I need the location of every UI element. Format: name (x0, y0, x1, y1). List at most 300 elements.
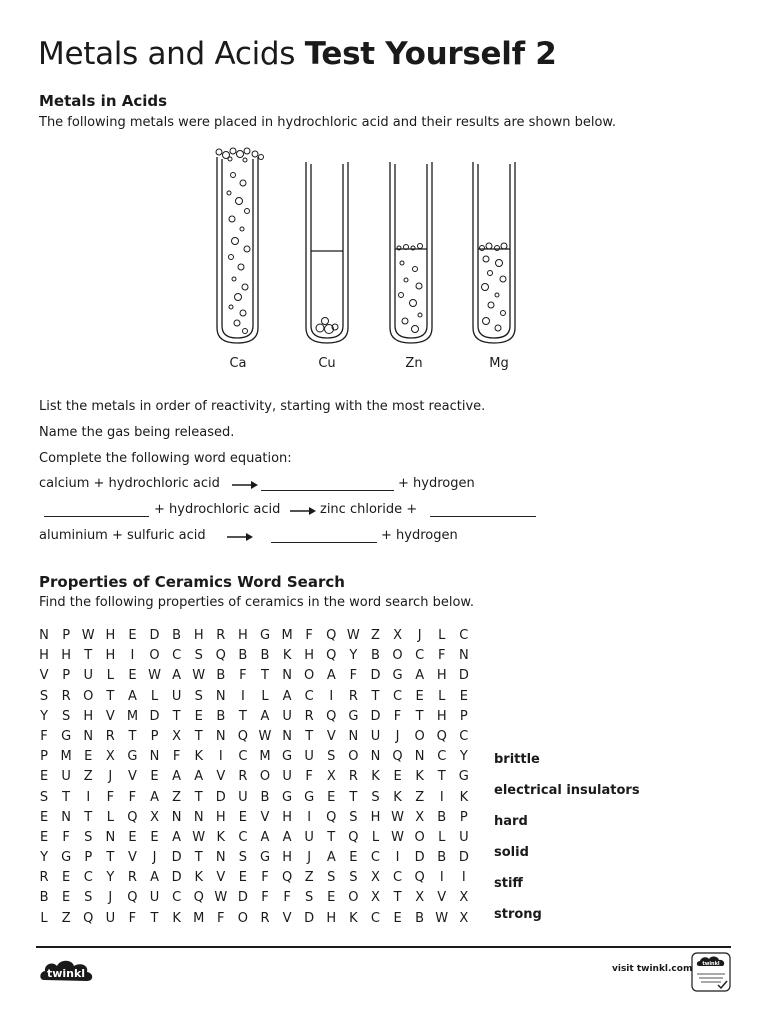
grid-letter[interactable]: V (127, 769, 137, 785)
grid-letter[interactable]: I (395, 850, 400, 866)
grid-letter[interactable]: S (84, 829, 93, 845)
grid-letter[interactable]: U (304, 829, 314, 845)
grid-letter[interactable]: T (349, 789, 358, 805)
grid-letter[interactable]: M (193, 910, 205, 926)
grid-letter[interactable]: S (349, 809, 358, 825)
grid-letter[interactable]: C (459, 728, 469, 744)
grid-letter[interactable]: I (218, 749, 223, 765)
grid-letter[interactable]: K (415, 769, 424, 785)
grid-letter[interactable]: S (194, 648, 203, 664)
grid-letter[interactable]: I (240, 688, 245, 704)
grid-letter[interactable]: Q (237, 728, 248, 744)
grid-letter[interactable]: U (370, 728, 381, 744)
grid-letter[interactable]: M (259, 749, 271, 765)
grid-letter[interactable]: P (459, 809, 468, 825)
grid-letter[interactable]: I (130, 648, 135, 664)
grid-letter[interactable]: T (84, 648, 93, 664)
grid-letter[interactable]: J (108, 769, 113, 785)
grid-letter[interactable]: R (61, 688, 71, 704)
grid-letter[interactable]: A (172, 829, 182, 845)
grid-letter[interactable]: W (214, 890, 228, 906)
grid-letter[interactable]: Q (326, 628, 337, 643)
grid-letter[interactable]: D (458, 668, 469, 684)
grid-letter[interactable]: O (414, 829, 425, 845)
grid-letter[interactable]: L (371, 829, 380, 845)
grid-letter[interactable]: U (459, 829, 469, 845)
grid-letter[interactable]: Y (40, 708, 49, 724)
grid-letter[interactable]: Q (83, 910, 94, 926)
grid-letter[interactable]: K (371, 769, 380, 785)
grid-letter[interactable]: Q (326, 708, 337, 724)
grid-letter[interactable]: X (459, 890, 469, 906)
grid-letter[interactable]: Y (459, 749, 468, 765)
grid-letter[interactable]: S (62, 708, 71, 724)
grid-letter[interactable]: P (62, 628, 71, 643)
grid-letter[interactable]: O (83, 688, 94, 704)
grid-letter[interactable]: O (414, 728, 425, 744)
grid-letter[interactable]: F (261, 890, 269, 906)
grid-letter[interactable]: N (348, 728, 359, 744)
grid-letter[interactable]: F (283, 890, 291, 906)
grid-letter[interactable]: A (260, 708, 270, 724)
grid-letter[interactable]: S (327, 749, 336, 765)
grid-letter[interactable]: M (281, 628, 293, 643)
grid-letter[interactable]: F (62, 829, 70, 845)
grid-letter[interactable]: E (150, 829, 159, 845)
eq2-answer-blank-metal[interactable] (44, 516, 149, 517)
grid-letter[interactable]: H (436, 668, 447, 684)
grid-letter[interactable]: Q (348, 829, 359, 845)
grid-letter[interactable]: V (105, 708, 115, 724)
grid-letter[interactable]: T (327, 829, 336, 845)
grid-letter[interactable]: D (149, 708, 160, 724)
grid-letter[interactable]: B (260, 789, 270, 805)
grid-letter[interactable]: R (127, 870, 137, 886)
grid-letter[interactable]: X (105, 749, 115, 765)
grid-letter[interactable]: H (304, 648, 315, 664)
grid-letter[interactable]: Q (414, 870, 425, 886)
grid-letter[interactable]: C (83, 870, 93, 886)
grid-letter[interactable]: S (238, 850, 248, 866)
grid-letter[interactable]: Z (61, 910, 71, 926)
grid-letter[interactable]: T (305, 728, 314, 744)
grid-letter[interactable]: L (438, 628, 446, 643)
grid-letter[interactable]: C (370, 850, 380, 866)
grid-letter[interactable]: C (172, 648, 182, 664)
grid-letter[interactable]: C (238, 749, 248, 765)
grid-letter[interactable]: K (194, 870, 203, 886)
grid-letter[interactable]: H (326, 910, 337, 926)
grid-letter[interactable]: N (215, 850, 226, 866)
grid-letter[interactable]: A (282, 829, 292, 845)
grid-letter[interactable]: S (305, 890, 314, 906)
grid-letter[interactable]: S (327, 870, 336, 886)
grid-letter[interactable]: G (304, 789, 315, 805)
grid-letter[interactable]: B (39, 890, 49, 906)
grid-letter[interactable]: L (261, 688, 269, 704)
grid-letter[interactable]: H (238, 628, 248, 643)
grid-letter[interactable]: H (215, 809, 226, 825)
eq1-answer-blank[interactable] (261, 490, 394, 491)
grid-letter[interactable]: V (39, 668, 49, 684)
grid-letter[interactable]: E (238, 809, 247, 825)
grid-letter[interactable]: T (194, 850, 203, 866)
grid-letter[interactable]: S (371, 789, 380, 805)
grid-letter[interactable]: X (393, 628, 402, 643)
grid-letter[interactable]: E (62, 890, 71, 906)
grid-letter[interactable]: R (238, 769, 248, 785)
grid-letter[interactable]: A (282, 688, 292, 704)
grid-letter[interactable]: G (392, 668, 403, 684)
grid-letter[interactable]: H (436, 708, 447, 724)
grid-letter[interactable]: G (61, 728, 72, 744)
grid-letter[interactable]: T (393, 890, 402, 906)
grid-letter[interactable]: N (215, 728, 226, 744)
grid-letter[interactable]: W (435, 910, 449, 926)
grid-letter[interactable]: Y (349, 648, 358, 664)
grid-letter[interactable]: N (83, 728, 94, 744)
grid-letter[interactable]: N (282, 728, 292, 744)
grid-letter[interactable]: H (370, 809, 381, 825)
grid-letter[interactable]: N (105, 829, 116, 845)
grid-letter[interactable]: A (127, 688, 137, 704)
grid-letter[interactable]: R (348, 688, 358, 704)
grid-letter[interactable]: D (171, 870, 182, 886)
grid-letter[interactable]: Q (436, 728, 447, 744)
grid-letter[interactable]: E (62, 870, 71, 886)
grid-letter[interactable]: B (172, 628, 182, 643)
grid-letter[interactable]: N (370, 749, 381, 765)
grid-letter[interactable]: I (329, 688, 334, 704)
grid-letter[interactable]: M (60, 749, 72, 765)
grid-letter[interactable]: C (304, 688, 314, 704)
grid-letter[interactable]: A (150, 789, 159, 805)
grid-letter[interactable]: B (437, 809, 447, 825)
grid-letter[interactable]: X (326, 769, 336, 785)
grid-letter[interactable]: H (282, 850, 292, 866)
grid-letter[interactable]: I (439, 789, 444, 805)
grid-letter[interactable]: W (192, 829, 206, 845)
grid-letter[interactable]: Z (371, 628, 380, 643)
grid-letter[interactable]: T (415, 708, 424, 724)
grid-letter[interactable]: C (370, 910, 380, 926)
grid-letter[interactable]: E (128, 668, 137, 684)
grid-letter[interactable]: E (84, 749, 93, 765)
grid-letter[interactable]: B (216, 708, 226, 724)
grid-letter[interactable]: B (216, 668, 226, 684)
grid-letter[interactable]: L (106, 668, 114, 684)
grid-letter[interactable]: S (39, 688, 49, 704)
grid-letter[interactable]: W (346, 628, 360, 643)
grid-letter[interactable]: F (40, 728, 48, 744)
grid-letter[interactable]: B (238, 648, 248, 664)
grid-letter[interactable]: A (326, 668, 336, 684)
grid-letter[interactable]: R (348, 769, 358, 785)
grid-letter[interactable]: U (105, 910, 116, 926)
grid-letter[interactable]: H (39, 648, 49, 664)
grid-letter[interactable]: O (348, 749, 359, 765)
grid-letter[interactable]: C (238, 829, 248, 845)
grid-letter[interactable]: V (437, 890, 447, 906)
grid-letter[interactable]: G (127, 749, 138, 765)
grid-letter[interactable]: K (349, 910, 358, 926)
grid-letter[interactable]: K (194, 749, 203, 765)
grid-letter[interactable]: G (282, 749, 293, 765)
grid-letter[interactable]: H (105, 628, 116, 643)
grid-letter[interactable]: V (260, 809, 270, 825)
grid-letter[interactable]: T (150, 910, 159, 926)
grid-letter[interactable]: S (349, 870, 358, 886)
grid-letter[interactable]: T (172, 708, 181, 724)
grid-letter[interactable]: X (371, 890, 380, 906)
grid-letter[interactable]: N (193, 809, 204, 825)
grid-letter[interactable]: F (393, 708, 402, 724)
grid-letter[interactable]: U (83, 668, 93, 684)
grid-letter[interactable]: V (216, 769, 226, 785)
eq2-answer-blank-gas[interactable] (430, 516, 536, 517)
grid-letter[interactable]: U (149, 890, 160, 906)
grid-letter[interactable]: L (106, 809, 114, 825)
grid-letter[interactable]: E (393, 910, 402, 926)
grid-letter[interactable]: V (326, 728, 336, 744)
grid-letter[interactable]: U (304, 749, 314, 765)
grid-letter[interactable]: T (371, 688, 380, 704)
grid-letter[interactable]: D (370, 708, 381, 724)
grid-letter[interactable]: E (39, 829, 49, 845)
grid-letter[interactable]: T (194, 728, 203, 744)
grid-letter[interactable]: J (395, 728, 400, 744)
grid-letter[interactable]: T (261, 668, 269, 684)
grid-letter[interactable]: K (393, 789, 402, 805)
grid-letter[interactable]: C (459, 628, 469, 643)
grid-letter[interactable]: G (259, 628, 271, 643)
grid-letter[interactable]: X (371, 870, 380, 886)
visit-link[interactable]: visit twinkl.com (612, 964, 693, 974)
grid-letter[interactable]: B (370, 648, 380, 664)
grid-letter[interactable]: C (393, 870, 403, 886)
grid-letter[interactable]: J (307, 850, 312, 866)
grid-letter[interactable]: X (415, 890, 425, 906)
grid-letter[interactable]: Q (215, 648, 226, 664)
grid-letter[interactable]: W (81, 628, 95, 643)
grid-letter[interactable]: W (192, 668, 206, 684)
grid-letter[interactable]: Y (40, 850, 49, 866)
grid-letter[interactable]: X (150, 809, 159, 825)
grid-letter[interactable]: F (106, 789, 115, 805)
grid-letter[interactable]: E (238, 870, 247, 886)
grid-letter[interactable]: Q (392, 749, 403, 765)
grid-letter[interactable]: E (393, 769, 402, 785)
grid-letter[interactable]: Q (281, 870, 293, 886)
grid-letter[interactable]: B (260, 648, 270, 664)
grid-letter[interactable]: V (282, 910, 292, 926)
grid-letter[interactable]: N (61, 809, 71, 825)
grid-letter[interactable]: U (171, 688, 182, 704)
grid-letter[interactable]: I (86, 789, 91, 805)
grid-letter[interactable]: F (128, 910, 137, 926)
grid-letter[interactable]: H (282, 809, 292, 825)
grid-letter[interactable]: D (370, 668, 381, 684)
grid-letter[interactable]: P (40, 749, 48, 765)
grid-letter[interactable]: Z (83, 769, 93, 785)
grid-letter[interactable]: G (259, 850, 271, 866)
grid-letter[interactable]: A (150, 870, 159, 886)
grid-letter[interactable]: T (84, 809, 93, 825)
grid-letter[interactable]: T (194, 789, 203, 805)
grid-letter[interactable]: A (415, 668, 425, 684)
grid-letter[interactable]: L (40, 910, 48, 926)
grid-letter[interactable]: J (152, 850, 157, 866)
grid-letter[interactable]: Q (127, 890, 138, 906)
grid-letter[interactable]: F (437, 648, 446, 664)
grid-letter[interactable]: D (414, 850, 425, 866)
grid-letter[interactable]: R (304, 708, 314, 724)
grid-letter[interactable]: K (459, 789, 469, 805)
grid-letter[interactable]: P (459, 708, 468, 724)
word-search-grid[interactable] (33, 626, 475, 929)
grid-letter[interactable]: Z (304, 870, 314, 886)
grid-letter[interactable]: C (437, 749, 447, 765)
grid-letter[interactable]: C (393, 688, 403, 704)
grid-letter[interactable]: W (391, 829, 404, 845)
grid-letter[interactable]: S (194, 688, 203, 704)
grid-letter[interactable]: P (84, 850, 93, 866)
grid-letter[interactable]: E (150, 769, 159, 785)
grid-letter[interactable]: K (282, 648, 292, 664)
grid-letter[interactable]: W (391, 809, 404, 825)
eq3-answer-blank[interactable] (271, 542, 377, 543)
grid-letter[interactable]: E (128, 829, 137, 845)
grid-letter[interactable]: T (106, 850, 115, 866)
grid-letter[interactable]: T (106, 688, 115, 704)
grid-letter[interactable]: A (260, 829, 270, 845)
grid-letter[interactable]: T (437, 769, 446, 785)
grid-letter[interactable]: O (259, 769, 271, 785)
grid-letter[interactable]: P (150, 728, 159, 744)
grid-letter[interactable]: R (216, 628, 226, 643)
grid-letter[interactable]: N (215, 688, 226, 704)
grid-letter[interactable]: T (238, 708, 247, 724)
grid-letter[interactable]: F (172, 749, 181, 765)
grid-letter[interactable]: F (217, 910, 225, 926)
grid-letter[interactable]: I (307, 809, 312, 825)
grid-letter[interactable]: V (127, 850, 137, 866)
grid-letter[interactable]: U (282, 708, 292, 724)
grid-letter[interactable]: N (458, 648, 469, 664)
grid-letter[interactable]: B (415, 910, 425, 926)
grid-letter[interactable]: M (126, 708, 139, 724)
grid-letter[interactable]: F (305, 628, 313, 643)
grid-letter[interactable]: H (61, 648, 72, 664)
grid-letter[interactable]: W (148, 668, 161, 684)
grid-letter[interactable]: A (326, 850, 336, 866)
grid-letter[interactable]: O (237, 910, 248, 926)
grid-letter[interactable]: A (172, 668, 182, 684)
grid-letter[interactable]: E (349, 850, 358, 866)
grid-letter[interactable]: H (193, 628, 204, 643)
grid-letter[interactable]: Q (193, 890, 204, 906)
grid-letter[interactable]: D (304, 910, 315, 926)
grid-letter[interactable]: K (172, 910, 181, 926)
grid-letter[interactable]: U (61, 769, 71, 785)
grid-letter[interactable]: U (282, 769, 292, 785)
grid-letter[interactable]: X (172, 728, 182, 744)
grid-letter[interactable]: S (84, 890, 93, 906)
grid-letter[interactable]: R (260, 910, 270, 926)
grid-letter[interactable]: G (61, 850, 72, 866)
grid-letter[interactable]: N (39, 628, 49, 643)
grid-letter[interactable]: J (108, 890, 113, 906)
grid-letter[interactable]: T (128, 728, 137, 744)
grid-letter[interactable]: A (172, 769, 182, 785)
grid-letter[interactable]: E (459, 688, 468, 704)
grid-letter[interactable]: C (172, 890, 182, 906)
grid-letter[interactable]: I (439, 870, 444, 886)
grid-letter[interactable]: H (83, 708, 94, 724)
grid-letter[interactable]: E (128, 628, 137, 643)
grid-letter[interactable]: N (171, 809, 182, 825)
grid-letter[interactable]: F (261, 870, 269, 886)
grid-letter[interactable]: W (258, 728, 272, 744)
grid-letter[interactable]: C (415, 648, 425, 664)
grid-letter[interactable]: G (458, 769, 469, 785)
grid-letter[interactable]: Z (172, 789, 182, 805)
grid-letter[interactable]: F (305, 769, 313, 785)
grid-letter[interactable]: F (128, 789, 137, 805)
grid-letter[interactable]: X (415, 809, 425, 825)
grid-letter[interactable]: R (39, 870, 49, 886)
grid-letter[interactable]: H (105, 648, 116, 664)
grid-letter[interactable]: N (282, 668, 292, 684)
grid-letter[interactable]: L (150, 688, 159, 704)
grid-letter[interactable]: P (62, 668, 71, 684)
grid-letter[interactable]: J (417, 628, 422, 643)
grid-letter[interactable]: N (414, 749, 425, 765)
grid-letter[interactable]: O (149, 648, 160, 664)
grid-letter[interactable]: B (437, 850, 447, 866)
grid-letter[interactable]: S (39, 789, 49, 805)
grid-letter[interactable]: Q (127, 809, 138, 825)
grid-letter[interactable]: E (415, 688, 424, 704)
grid-letter[interactable]: T (62, 789, 71, 805)
grid-letter[interactable]: E (39, 769, 49, 785)
grid-letter[interactable]: E (327, 789, 336, 805)
grid-letter[interactable]: D (171, 850, 182, 866)
grid-letter[interactable]: E (39, 809, 49, 825)
grid-letter[interactable]: E (327, 890, 336, 906)
grid-letter[interactable]: D (215, 789, 226, 805)
grid-letter[interactable]: G (348, 708, 359, 724)
grid-letter[interactable]: U (238, 789, 248, 805)
grid-letter[interactable]: Y (106, 870, 115, 886)
grid-letter[interactable]: F (239, 668, 247, 684)
grid-letter[interactable]: Q (326, 648, 337, 664)
grid-letter[interactable]: O (304, 668, 315, 684)
grid-letter[interactable]: N (149, 749, 160, 765)
grid-letter[interactable]: Z (415, 789, 425, 805)
grid-letter[interactable]: G (282, 789, 293, 805)
grid-letter[interactable]: O (392, 648, 403, 664)
grid-letter[interactable]: D (458, 850, 469, 866)
grid-letter[interactable]: E (194, 708, 203, 724)
grid-letter[interactable]: D (149, 628, 160, 643)
grid-letter[interactable]: V (216, 870, 226, 886)
grid-letter[interactable]: K (216, 829, 226, 845)
grid-letter[interactable]: Q (326, 809, 337, 825)
grid-letter[interactable]: O (348, 890, 359, 906)
grid-letter[interactable]: I (461, 870, 466, 886)
grid-letter[interactable]: D (237, 890, 248, 906)
